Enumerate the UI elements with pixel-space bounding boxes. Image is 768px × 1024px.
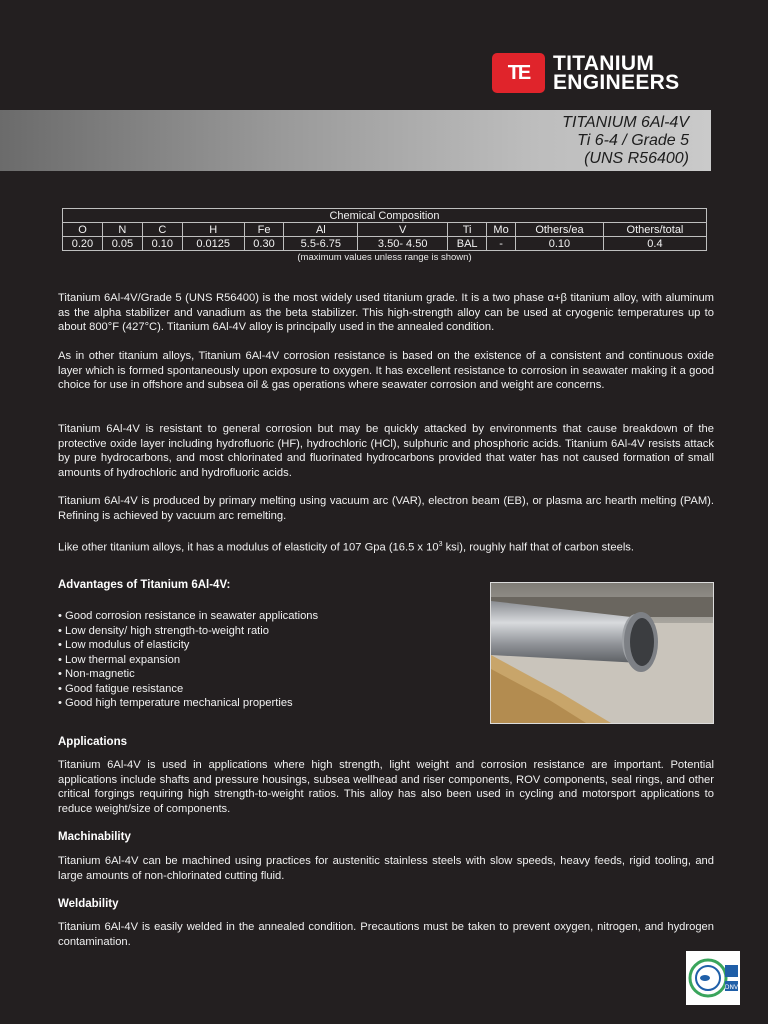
modulus-text-b: ksi), roughly half that of carbon steels. xyxy=(442,541,635,554)
value-cell: - xyxy=(487,237,516,251)
value-cell: 0.10 xyxy=(516,237,604,251)
applications-paragraph: Titanium 6Al-4V is used in applications where high strength, light weight and corrosion resistance are important. Potential applications include shafts and pressure housings, subsea wellhead and riser components, ROV components, seal rings, and other critical forgings requiring high strength-to-weight ratios. This alloy has also been used in cycling and motorsport applications to reduce weight/size of components. xyxy=(58,759,714,815)
header-cell: O xyxy=(63,223,103,237)
brand-mark: TE xyxy=(492,53,545,93)
title-line-1: TITANIUM 6Al-4V xyxy=(562,114,689,131)
title-band xyxy=(0,110,711,171)
applications-heading: Applications xyxy=(58,736,128,748)
list-item: • Low thermal expansion xyxy=(58,653,318,668)
value-cell: 0.20 xyxy=(63,237,103,251)
table-note: (maximum values unless range is shown) xyxy=(297,252,472,263)
page-title xyxy=(562,114,689,168)
table-header-row xyxy=(63,223,707,237)
intro-paragraph-1: Titanium 6Al-4V/Grade 5 (UNS R56400) is the most widely used titanium grade. It is a two phase α+β titanium alloy, with aluminum as the alpha stabilizer and vanadium as the beta stabilizer. This high-strength alloy can be used at cryogenic temperatures up to about 800°F (427°C). Titanium 6Al-4V alloy is principally used in the annealed condition. xyxy=(58,292,714,334)
list-item: • Good corrosion resistance in seawater applications xyxy=(58,609,318,624)
modulus-paragraph xyxy=(58,538,714,555)
chemical-composition-table xyxy=(62,208,707,251)
list-item: • Non-magnetic xyxy=(58,667,318,682)
header-cell: Others/total xyxy=(603,223,706,237)
list-item: • Good high temperature mechanical properties xyxy=(58,696,318,711)
header-cell: V xyxy=(358,223,448,237)
table-value-row xyxy=(63,237,707,251)
value-cell: BAL xyxy=(448,237,487,251)
value-cell: 0.10 xyxy=(142,237,182,251)
header-cell: C xyxy=(142,223,182,237)
weldability-heading: Weldability xyxy=(58,898,119,910)
value-cell: 0.05 xyxy=(102,237,142,251)
intro-paragraph-2: As in other titanium alloys, Titanium 6Al-4V corrosion resistance is based on the existence of a consistent and continuous oxide layer which is formed spontaneously upon exposure to oxygen. It has excellent resistance to corrosion in seawater making it a good choice for use in offshore and subsea oil & gas operations where seawater corrosion and weight are concerns. xyxy=(58,350,714,392)
header-cell: Fe xyxy=(244,223,284,237)
table-caption: Chemical Composition xyxy=(63,209,707,223)
intro-paragraph-4: Titanium 6Al-4V is produced by primary melting using vacuum arc (VAR), electron beam (EB), or plasma arc hearth melting (PAM). Refining is achieved by vacuum arc remelting. xyxy=(58,495,714,522)
list-item: • Low modulus of elasticity xyxy=(58,638,318,653)
header-cell: N xyxy=(102,223,142,237)
list-item: • Good fatigue resistance xyxy=(58,682,318,697)
value-cell: 0.4 xyxy=(603,237,706,251)
brand-line-2: ENGINEERS xyxy=(553,71,680,94)
advantages-list xyxy=(58,609,318,711)
title-line-2: Ti 6-4 / Grade 5 xyxy=(577,132,689,149)
value-cell: 5.5-6.75 xyxy=(284,237,358,251)
certification-seal xyxy=(686,951,740,1005)
titanium-pipe-photo xyxy=(490,582,714,724)
intro-paragraph-3: Titanium 6Al-4V is resistant to general corrosion but may be quickly attacked by environments that cause breakdown of the protective oxide layer including hydrofluoric (HF), hydrochloric (HCl), sulphuric and phosphoric acids. Titanium 6Al-4V resists attack by pure hydrocarbons, and most chlorinated and fluorinated hydrocarbons provided that water has not caused formation of small amounts of hydrochloric and hydrofluoric acids. xyxy=(58,423,714,479)
modulus-exponent: 3 xyxy=(438,541,443,548)
header-cell: Others/ea xyxy=(516,223,604,237)
advantages-heading: Advantages of Titanium 6Al-4V: xyxy=(58,579,231,591)
header-cell: Al xyxy=(284,223,358,237)
title-line-3: (UNS R56400) xyxy=(584,150,689,167)
brand-name xyxy=(553,54,679,92)
header-cell: H xyxy=(182,223,244,237)
value-cell: 3.50- 4.50 xyxy=(358,237,448,251)
brand-line-1: TITANIUM xyxy=(553,52,655,75)
value-cell: 0.0125 xyxy=(182,237,244,251)
brand-logo xyxy=(492,50,712,96)
header-cell: Mo xyxy=(487,223,516,237)
header-cell: Ti xyxy=(448,223,487,237)
cert-label: DNV xyxy=(724,984,739,991)
value-cell: 0.30 xyxy=(244,237,284,251)
weldability-paragraph: Titanium 6Al-4V is easily welded in the annealed condition. Precautions must be taken to prevent oxygen, nitrogen, and hydrogen contamination. xyxy=(58,921,714,948)
machinability-heading: Machinability xyxy=(58,831,131,843)
modulus-text-a: Like other titanium alloys, it has a modulus of elasticity of 107 Gpa (16.5 x 10 xyxy=(58,541,439,554)
list-item: • Low density/ high strength-to-weight ratio xyxy=(58,624,318,639)
machinability-paragraph: Titanium 6Al-4V can be machined using practices for austenitic stainless steels with slow speeds, heavy feeds, rigid tooling, and large amounts of non-chlorinated cutting fluid. xyxy=(58,855,714,882)
